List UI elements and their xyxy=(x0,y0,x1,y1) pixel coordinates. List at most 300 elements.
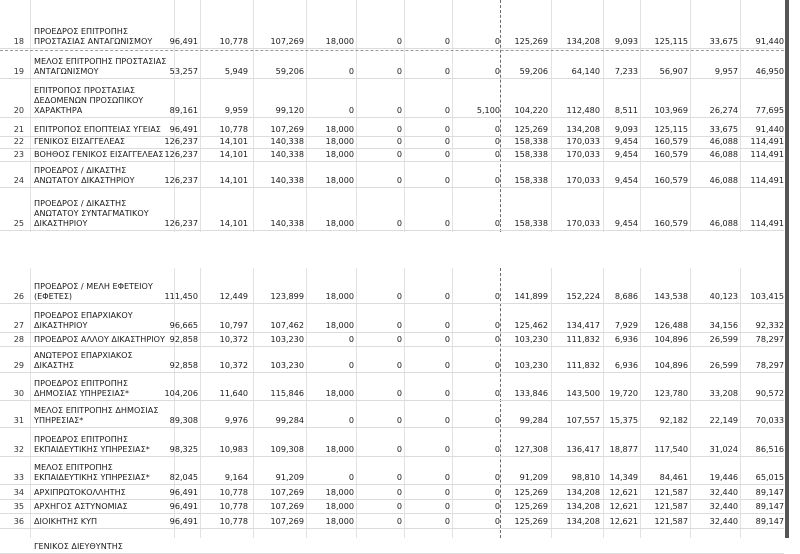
row-number[interactable]: 23 xyxy=(13,149,24,159)
value-cell[interactable]: 0 xyxy=(494,320,500,330)
value-cell[interactable]: 140,338 xyxy=(270,218,304,228)
value-cell[interactable]: 6,936 xyxy=(614,360,638,370)
value-cell[interactable]: 89,147 xyxy=(755,487,784,497)
value-cell[interactable]: 170,033 xyxy=(566,218,600,228)
value-cell[interactable]: 0 xyxy=(396,415,402,425)
value-cell[interactable]: 107,269 xyxy=(270,36,304,46)
value-cell[interactable]: 143,500 xyxy=(566,388,600,398)
value-cell[interactable]: 121,587 xyxy=(654,516,688,526)
value-cell[interactable]: 126,237 xyxy=(164,175,198,185)
table-row xyxy=(0,303,784,332)
position-title-cell[interactable]: ΠΡΟΕΔΡΟΣ ΕΠΑΡΧΙΑΚΟΥ ΔΙΚΑΣΤΗΡΙΟΥ xyxy=(34,310,133,330)
value-cell[interactable]: 18,000 xyxy=(325,136,354,146)
position-title-cell[interactable]: ΜΕΛΟΣ ΕΠΙΤΡΟΠΗΣ ΔΗΜΟΣΙΑΣ ΥΠΗΡΕΣΙΑΣ* xyxy=(34,405,159,425)
value-cell[interactable]: 0 xyxy=(444,149,450,159)
value-cell[interactable]: 14,101 xyxy=(219,218,248,228)
row-number[interactable]: 19 xyxy=(13,66,24,76)
value-cell[interactable]: 109,308 xyxy=(270,444,304,454)
value-cell[interactable]: 103,230 xyxy=(270,360,304,370)
value-cell[interactable]: 170,033 xyxy=(566,136,600,146)
value-cell[interactable]: 82,045 xyxy=(169,472,198,482)
value-cell[interactable]: 10,778 xyxy=(219,487,248,497)
row-number[interactable]: 31 xyxy=(13,415,24,425)
row-number[interactable]: 36 xyxy=(13,516,24,526)
value-cell[interactable]: 0 xyxy=(396,360,402,370)
value-cell[interactable]: 9,093 xyxy=(614,36,638,46)
value-cell[interactable]: 18,000 xyxy=(325,291,354,301)
value-cell[interactable]: 31,024 xyxy=(709,444,738,454)
value-cell[interactable]: 107,462 xyxy=(270,320,304,330)
position-title-cell[interactable]: ΠΡΟΕΔΡΟΣ ΑΛΛΟΥ ΔΙΚΑΣΤΗΡΙΟΥ xyxy=(34,334,165,344)
value-cell[interactable]: 160,579 xyxy=(654,136,688,146)
value-cell[interactable]: 5,100 xyxy=(476,105,500,115)
value-cell[interactable]: 18,000 xyxy=(325,124,354,134)
value-cell[interactable]: 0 xyxy=(348,360,354,370)
value-cell[interactable]: 96,491 xyxy=(169,516,198,526)
value-cell[interactable]: 125,115 xyxy=(654,124,688,134)
value-cell[interactable]: 0 xyxy=(444,415,450,425)
value-cell[interactable]: 92,332 xyxy=(755,320,784,330)
value-cell[interactable]: 103,969 xyxy=(654,105,688,115)
position-title-cell[interactable]: ΠΡΟΕΔΡΟΣ ΕΠΙΤΡΟΠΗΣ ΔΗΜΟΣΙΑΣ ΥΠΗΡΕΣΙΑΣ* xyxy=(34,378,130,398)
value-cell[interactable]: 53,257 xyxy=(169,66,198,76)
value-cell[interactable]: 0 xyxy=(494,415,500,425)
value-cell[interactable]: 140,338 xyxy=(270,136,304,146)
value-cell[interactable]: 0 xyxy=(494,444,500,454)
value-cell[interactable]: 11,640 xyxy=(219,388,248,398)
value-cell[interactable]: 126,237 xyxy=(164,149,198,159)
value-cell[interactable]: 12,621 xyxy=(609,501,638,511)
value-cell[interactable]: 140,338 xyxy=(270,149,304,159)
value-cell[interactable]: 111,832 xyxy=(566,334,600,344)
value-cell[interactable]: 14,349 xyxy=(609,472,638,482)
table-row xyxy=(0,427,784,456)
value-cell[interactable]: 46,088 xyxy=(709,149,738,159)
value-cell[interactable]: 121,587 xyxy=(654,487,688,497)
value-cell[interactable]: 32,440 xyxy=(709,487,738,497)
value-cell[interactable]: 18,877 xyxy=(609,444,638,454)
value-cell[interactable]: 158,338 xyxy=(514,136,548,146)
value-cell[interactable]: 0 xyxy=(444,472,450,482)
table-row xyxy=(0,161,784,187)
value-cell[interactable]: 10,778 xyxy=(219,516,248,526)
value-cell[interactable]: 160,579 xyxy=(654,175,688,185)
value-cell[interactable]: 0 xyxy=(396,291,402,301)
row-number[interactable]: 32 xyxy=(13,444,24,454)
value-cell[interactable]: 0 xyxy=(494,136,500,146)
value-cell[interactable]: 126,237 xyxy=(164,136,198,146)
value-cell[interactable]: 107,269 xyxy=(270,124,304,134)
value-cell[interactable]: 22,149 xyxy=(709,415,738,425)
value-cell[interactable]: 0 xyxy=(494,472,500,482)
value-cell[interactable]: 107,269 xyxy=(270,501,304,511)
value-cell[interactable]: 18,000 xyxy=(325,218,354,228)
value-cell[interactable]: 99,284 xyxy=(519,415,548,425)
value-cell[interactable]: 26,599 xyxy=(709,334,738,344)
value-cell[interactable]: 0 xyxy=(444,291,450,301)
value-cell[interactable]: 46,950 xyxy=(755,66,784,76)
value-cell[interactable]: 26,599 xyxy=(709,360,738,370)
value-cell[interactable]: 115,846 xyxy=(270,388,304,398)
value-cell[interactable]: 91,440 xyxy=(755,124,784,134)
value-cell[interactable]: 152,224 xyxy=(566,291,600,301)
value-cell[interactable]: 77,695 xyxy=(755,105,784,115)
value-cell[interactable]: 126,237 xyxy=(164,218,198,228)
value-cell[interactable]: 103,230 xyxy=(514,334,548,344)
position-title-cell[interactable]: ΠΡΟΕΔΡΟΣ / ΔΙΚΑΣΤΗΣ ΑΝΩΤΑΤΟΥ ΔΙΚΑΣΤΗΡΙΟΥ xyxy=(34,165,135,185)
value-cell[interactable]: 0 xyxy=(444,360,450,370)
value-cell[interactable]: 0 xyxy=(396,487,402,497)
value-cell[interactable]: 86,516 xyxy=(755,444,784,454)
value-cell[interactable]: 78,297 xyxy=(755,334,784,344)
value-cell[interactable]: 136,417 xyxy=(566,444,600,454)
value-cell[interactable]: 0 xyxy=(348,415,354,425)
value-cell[interactable]: 92,858 xyxy=(169,360,198,370)
value-cell[interactable]: 0 xyxy=(348,66,354,76)
value-cell[interactable]: 10,778 xyxy=(219,501,248,511)
value-cell[interactable]: 0 xyxy=(444,124,450,134)
value-cell[interactable]: 98,325 xyxy=(169,444,198,454)
value-cell[interactable]: 125,269 xyxy=(514,501,548,511)
row-number[interactable]: 26 xyxy=(13,291,24,301)
value-cell[interactable]: 65,015 xyxy=(755,472,784,482)
value-cell[interactable]: 125,269 xyxy=(514,124,548,134)
value-cell[interactable]: 0 xyxy=(444,136,450,146)
value-cell[interactable]: 59,206 xyxy=(519,66,548,76)
value-cell[interactable]: 0 xyxy=(494,388,500,398)
value-cell[interactable]: 96,491 xyxy=(169,487,198,497)
value-cell[interactable]: 0 xyxy=(396,149,402,159)
position-title-cell[interactable]: ΒΟΗΘΟΣ ΓΕΝΙΚΟΣ ΕΙΣΑΓΓΕΛΕΑΣ xyxy=(34,149,164,159)
value-cell[interactable]: 5,949 xyxy=(224,66,248,76)
value-cell[interactable]: 170,033 xyxy=(566,175,600,185)
value-cell[interactable]: 0 xyxy=(444,105,450,115)
value-cell[interactable]: 127,308 xyxy=(514,444,548,454)
value-cell[interactable]: 141,899 xyxy=(514,291,548,301)
value-cell[interactable]: 18,000 xyxy=(325,444,354,454)
value-cell[interactable]: 12,621 xyxy=(609,516,638,526)
value-cell[interactable]: 91,440 xyxy=(755,36,784,46)
value-cell[interactable]: 104,896 xyxy=(654,334,688,344)
table-row xyxy=(0,187,784,230)
value-cell[interactable]: 10,372 xyxy=(219,334,248,344)
row-number[interactable]: 21 xyxy=(13,124,24,134)
value-cell[interactable]: 114,491 xyxy=(750,175,784,185)
value-cell[interactable]: 125,269 xyxy=(514,516,548,526)
value-cell[interactable]: 33,675 xyxy=(709,36,738,46)
value-cell[interactable]: 14,101 xyxy=(219,149,248,159)
table-row xyxy=(0,48,784,78)
value-cell[interactable]: 14,101 xyxy=(219,136,248,146)
value-cell[interactable]: 158,338 xyxy=(514,175,548,185)
position-title-cell[interactable]: ΑΡΧΙΠΡΩΤΟΚΟΛΛΗΤΗΣ xyxy=(34,487,126,497)
value-cell[interactable]: 96,491 xyxy=(169,36,198,46)
value-cell[interactable]: 0 xyxy=(444,66,450,76)
value-cell[interactable]: 0 xyxy=(494,487,500,497)
value-cell[interactable]: 0 xyxy=(494,124,500,134)
value-cell[interactable]: 9,454 xyxy=(614,218,638,228)
value-cell[interactable]: 10,778 xyxy=(219,36,248,46)
value-cell[interactable]: 7,929 xyxy=(614,320,638,330)
value-cell[interactable]: 9,454 xyxy=(614,149,638,159)
value-cell[interactable]: 0 xyxy=(444,487,450,497)
value-cell[interactable]: 170,033 xyxy=(566,149,600,159)
row-number[interactable]: 18 xyxy=(13,36,24,46)
value-cell[interactable]: 89,308 xyxy=(169,415,198,425)
value-cell[interactable]: 125,269 xyxy=(514,36,548,46)
value-cell[interactable]: 46,088 xyxy=(709,136,738,146)
value-cell[interactable]: 112,480 xyxy=(566,105,600,115)
value-cell[interactable]: 117,540 xyxy=(654,444,688,454)
value-cell[interactable]: 104,220 xyxy=(514,105,548,115)
value-cell[interactable]: 125,462 xyxy=(514,320,548,330)
position-title-cell[interactable]: ΑΝΩΤΕΡΟΣ ΕΠΑΡΧΙΑΚΟΣ ΔΙΚΑΣΤΗΣ xyxy=(34,350,133,370)
value-cell[interactable]: 9,976 xyxy=(224,415,248,425)
value-cell[interactable]: 9,454 xyxy=(614,136,638,146)
value-cell[interactable]: 18,000 xyxy=(325,175,354,185)
grid-row-line xyxy=(0,230,784,231)
value-cell[interactable]: 8,511 xyxy=(614,105,638,115)
value-cell[interactable]: 0 xyxy=(396,472,402,482)
position-title-cell[interactable]: ΠΡΟΕΔΡΟΣ ΕΠΙΤΡΟΠΗΣ ΠΡΟΣΤΑΣΙΑΣ ΑΝΤΑΓΩΝΙΣΜΟΥ xyxy=(34,26,153,46)
value-cell[interactable]: 33,208 xyxy=(709,388,738,398)
row-number[interactable]: 34 xyxy=(13,487,24,497)
value-cell[interactable]: 0 xyxy=(396,124,402,134)
value-cell[interactable]: 7,233 xyxy=(614,66,638,76)
value-cell[interactable]: 134,208 xyxy=(566,501,600,511)
value-cell[interactable]: 18,000 xyxy=(325,36,354,46)
value-cell[interactable]: 0 xyxy=(396,218,402,228)
value-cell[interactable]: 70,033 xyxy=(755,415,784,425)
value-cell[interactable]: 91,209 xyxy=(275,472,304,482)
value-cell[interactable]: 59,206 xyxy=(275,66,304,76)
value-cell[interactable]: 0 xyxy=(444,320,450,330)
value-cell[interactable]: 32,440 xyxy=(709,516,738,526)
value-cell[interactable]: 64,140 xyxy=(571,66,600,76)
value-cell[interactable]: 12,449 xyxy=(219,291,248,301)
value-cell[interactable]: 0 xyxy=(494,149,500,159)
value-cell[interactable]: 158,338 xyxy=(514,218,548,228)
value-cell[interactable]: 92,858 xyxy=(169,334,198,344)
value-cell[interactable]: 0 xyxy=(396,320,402,330)
value-cell[interactable]: 0 xyxy=(348,105,354,115)
value-cell[interactable]: 123,899 xyxy=(270,291,304,301)
value-cell[interactable]: 104,896 xyxy=(654,360,688,370)
value-cell[interactable]: 0 xyxy=(396,136,402,146)
value-cell[interactable]: 0 xyxy=(494,36,500,46)
value-cell[interactable]: 10,372 xyxy=(219,360,248,370)
value-cell[interactable]: 104,206 xyxy=(164,388,198,398)
value-cell[interactable]: 0 xyxy=(396,388,402,398)
row-number[interactable]: 28 xyxy=(13,334,24,344)
value-cell[interactable]: 46,088 xyxy=(709,218,738,228)
value-cell[interactable]: 107,269 xyxy=(270,516,304,526)
value-cell[interactable]: 89,147 xyxy=(755,516,784,526)
value-cell[interactable]: 18,000 xyxy=(325,487,354,497)
value-cell[interactable]: 0 xyxy=(494,501,500,511)
position-title-cell[interactable]: ΜΕΛΟΣ ΕΠΙΤΡΟΠΗΣ ΕΚΠΑΙΔΕΥΤΙΚΗΣ ΥΠΗΡΕΣΙΑΣ* xyxy=(34,462,150,482)
position-title-cell[interactable]: ΓΕΝΙΚΟΣ ΕΙΣΑΓΓΕΛΕΑΣ xyxy=(34,136,126,146)
position-title-cell[interactable]: ΓΕΝΙΚΟΣ ΔΙΕΥΘΥΝΤΗΣ xyxy=(34,541,123,551)
value-cell[interactable]: 133,846 xyxy=(514,388,548,398)
row-number[interactable]: 33 xyxy=(13,472,24,482)
value-cell[interactable]: 40,123 xyxy=(709,291,738,301)
table-row xyxy=(0,117,784,136)
value-cell[interactable]: 0 xyxy=(396,66,402,76)
value-cell[interactable]: 96,491 xyxy=(169,124,198,134)
value-cell[interactable]: 0 xyxy=(444,334,450,344)
value-cell[interactable]: 18,000 xyxy=(325,149,354,159)
value-cell[interactable]: 114,491 xyxy=(750,218,784,228)
value-cell[interactable]: 0 xyxy=(396,175,402,185)
value-cell[interactable]: 160,579 xyxy=(654,218,688,228)
value-cell[interactable]: 9,454 xyxy=(614,175,638,185)
value-cell[interactable]: 9,093 xyxy=(614,124,638,134)
row-number[interactable]: 25 xyxy=(13,218,24,228)
value-cell[interactable]: 0 xyxy=(396,516,402,526)
value-cell[interactable]: 19,446 xyxy=(709,472,738,482)
row-number[interactable]: 22 xyxy=(13,136,24,146)
value-cell[interactable]: 0 xyxy=(444,175,450,185)
position-title-cell[interactable]: ΕΠΙΤΡΟΠΟΣ ΕΠΟΠΤΕΙΑΣ ΥΓΕΙΑΣ xyxy=(34,124,161,134)
value-cell[interactable]: 9,957 xyxy=(714,66,738,76)
row-number[interactable]: 35 xyxy=(13,501,24,511)
value-cell[interactable]: 125,115 xyxy=(654,36,688,46)
value-cell[interactable]: 14,101 xyxy=(219,175,248,185)
value-cell[interactable]: 46,088 xyxy=(709,175,738,185)
value-cell[interactable]: 0 xyxy=(444,444,450,454)
value-cell[interactable]: 0 xyxy=(494,291,500,301)
value-cell[interactable]: 0 xyxy=(348,334,354,344)
value-cell[interactable]: 9,164 xyxy=(224,472,248,482)
value-cell[interactable]: 19,720 xyxy=(609,388,638,398)
value-cell[interactable]: 78,297 xyxy=(755,360,784,370)
value-cell[interactable]: 9,959 xyxy=(224,105,248,115)
table-row xyxy=(0,136,784,148)
row-number[interactable]: 30 xyxy=(13,388,24,398)
value-cell[interactable]: 140,338 xyxy=(270,175,304,185)
value-cell[interactable]: 89,147 xyxy=(755,501,784,511)
value-cell[interactable]: 91,209 xyxy=(519,472,548,482)
value-cell[interactable]: 99,120 xyxy=(275,105,304,115)
value-cell[interactable]: 96,491 xyxy=(169,501,198,511)
value-cell[interactable]: 160,579 xyxy=(654,149,688,159)
value-cell[interactable]: 0 xyxy=(444,36,450,46)
table-row xyxy=(0,280,784,303)
value-cell[interactable]: 158,338 xyxy=(514,149,548,159)
value-cell[interactable]: 0 xyxy=(444,388,450,398)
value-cell[interactable]: 0 xyxy=(444,501,450,511)
value-cell[interactable]: 18,000 xyxy=(325,516,354,526)
value-cell[interactable]: 0 xyxy=(396,36,402,46)
value-cell[interactable]: 125,269 xyxy=(514,487,548,497)
value-cell[interactable]: 103,230 xyxy=(514,360,548,370)
value-cell[interactable]: 89,161 xyxy=(169,105,198,115)
value-cell[interactable]: 0 xyxy=(494,334,500,344)
value-cell[interactable]: 0 xyxy=(396,444,402,454)
position-title-cell[interactable]: ΔΙΟΙΚΗΤΗΣ ΚΥΠ xyxy=(34,516,98,526)
value-cell[interactable]: 26,274 xyxy=(709,105,738,115)
position-title-cell[interactable]: ΠΡΟΕΔΡΟΣ / ΜΕΛΗ ΕΦΕΤΕΙΟΥ (ΕΦΕΤΕΣ) xyxy=(34,281,153,301)
value-cell[interactable]: 134,208 xyxy=(566,487,600,497)
value-cell[interactable]: 0 xyxy=(396,501,402,511)
position-title-cell[interactable]: ΑΡΧΗΓΟΣ ΑΣΤΥΝΟΜΙΑΣ xyxy=(34,501,128,511)
value-cell[interactable]: 107,557 xyxy=(566,415,600,425)
value-cell[interactable]: 98,810 xyxy=(571,472,600,482)
value-cell[interactable]: 10,778 xyxy=(219,124,248,134)
value-cell[interactable]: 114,491 xyxy=(750,149,784,159)
value-cell[interactable]: 18,000 xyxy=(325,388,354,398)
value-cell[interactable]: 121,587 xyxy=(654,501,688,511)
row-number[interactable]: 27 xyxy=(13,320,24,330)
value-cell[interactable]: 32,440 xyxy=(709,501,738,511)
table-row xyxy=(0,78,784,117)
table-row xyxy=(0,0,784,48)
value-cell[interactable]: 0 xyxy=(494,175,500,185)
value-cell[interactable]: 12,621 xyxy=(609,487,638,497)
value-cell[interactable]: 111,450 xyxy=(164,291,198,301)
value-cell[interactable]: 107,269 xyxy=(270,487,304,497)
value-cell[interactable]: 90,572 xyxy=(755,388,784,398)
value-cell[interactable]: 123,780 xyxy=(654,388,688,398)
value-cell[interactable]: 103,230 xyxy=(270,334,304,344)
value-cell[interactable]: 143,538 xyxy=(654,291,688,301)
value-cell[interactable]: 96,665 xyxy=(169,320,198,330)
value-cell[interactable]: 0 xyxy=(494,360,500,370)
value-cell[interactable]: 103,415 xyxy=(750,291,784,301)
value-cell[interactable]: 10,983 xyxy=(219,444,248,454)
table-row xyxy=(0,148,784,161)
position-title-cell[interactable]: ΜΕΛΟΣ ΕΠΙΤΡΟΠΗΣ ΠΡΟΣΤΑΣΙΑΣ ΑΝΤΑΓΩΝΙΣΜΟΥ xyxy=(34,56,167,76)
value-cell[interactable]: 111,832 xyxy=(566,360,600,370)
row-number[interactable]: 29 xyxy=(13,360,24,370)
value-cell[interactable]: 0 xyxy=(494,66,500,76)
value-cell[interactable]: 134,208 xyxy=(566,36,600,46)
value-cell[interactable]: 99,284 xyxy=(275,415,304,425)
value-cell[interactable]: 0 xyxy=(494,218,500,228)
value-cell[interactable]: 134,417 xyxy=(566,320,600,330)
value-cell[interactable]: 18,000 xyxy=(325,501,354,511)
value-cell[interactable]: 84,461 xyxy=(659,472,688,482)
value-cell[interactable]: 33,675 xyxy=(709,124,738,134)
value-cell[interactable]: 6,936 xyxy=(614,334,638,344)
value-cell[interactable]: 92,182 xyxy=(659,415,688,425)
value-cell[interactable]: 0 xyxy=(494,516,500,526)
value-cell[interactable]: 15,375 xyxy=(609,415,638,425)
value-cell[interactable]: 0 xyxy=(444,218,450,228)
value-cell[interactable]: 114,491 xyxy=(750,136,784,146)
value-cell[interactable]: 134,208 xyxy=(566,124,600,134)
value-cell[interactable]: 126,488 xyxy=(654,320,688,330)
row-number[interactable]: 24 xyxy=(13,175,24,185)
window-edge xyxy=(785,0,789,538)
position-title-cell[interactable]: ΠΡΟΕΔΡΟΣ ΕΠΙΤΡΟΠΗΣ ΕΚΠΑΙΔΕΥΤΙΚΗΣ ΥΠΗΡΕΣΙΑΣ* xyxy=(34,434,150,454)
value-cell[interactable]: 10,797 xyxy=(219,320,248,330)
position-title-cell[interactable]: ΕΠΙΤΡΟΠΟΣ ΠΡΟΣΤΑΣΙΑΣ ΔΕΔΟΜΕΝΩΝ ΠΡΟΣΩΠΙΚΟΥ ΧΑΡΑΚΤΗΡΑ xyxy=(34,85,144,115)
value-cell[interactable]: 0 xyxy=(348,472,354,482)
position-title-cell[interactable]: ΠΡΟΕΔΡΟΣ / ΔΙΚΑΣΤΗΣ ΑΝΩΤΑΤΟΥ ΣΥΝΤΑΓΜΑΤΙΚΟΥ ΔΙΚΑΣΤΗΡΙΟΥ xyxy=(34,198,149,228)
value-cell[interactable]: 56,907 xyxy=(659,66,688,76)
table-row xyxy=(0,499,784,513)
row-number[interactable]: 20 xyxy=(13,105,24,115)
value-cell[interactable]: 0 xyxy=(396,105,402,115)
value-cell[interactable]: 0 xyxy=(396,334,402,344)
value-cell[interactable]: 134,208 xyxy=(566,516,600,526)
value-cell[interactable]: 34,156 xyxy=(709,320,738,330)
value-cell[interactable]: 0 xyxy=(444,516,450,526)
value-cell[interactable]: 18,000 xyxy=(325,320,354,330)
value-cell[interactable]: 8,686 xyxy=(614,291,638,301)
